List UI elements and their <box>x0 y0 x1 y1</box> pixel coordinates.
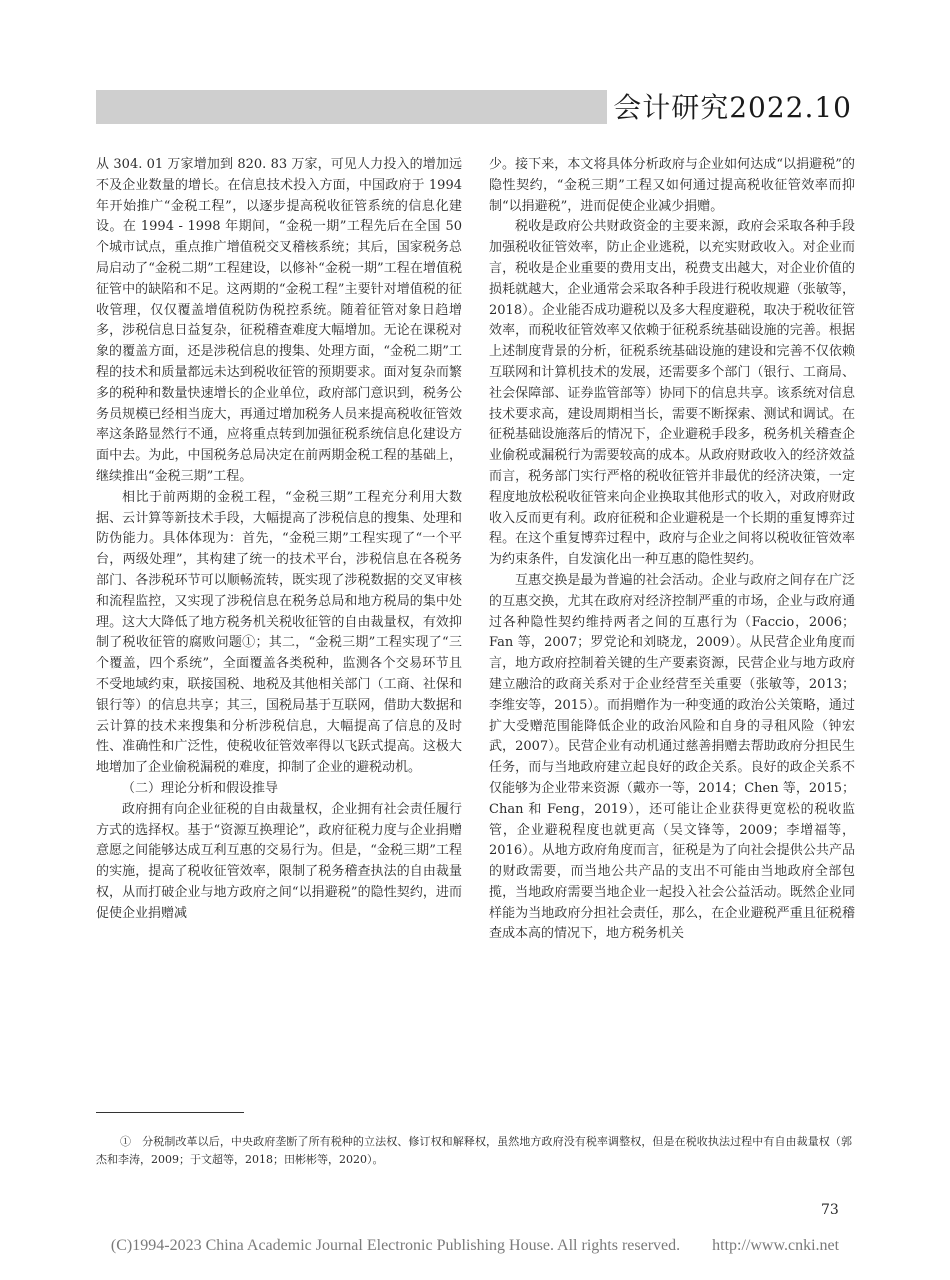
footnote: ① 分税制改革以后，中央政府垄断了所有税种的立法权、修订权和解释权，虽然地方政府没有税率调整权，但是在税收执法过程中有自由裁量权（郭杰和李涛，2009；于文超等，2018；田彬彬等，2020）。 <box>96 1135 852 1166</box>
page-number: 73 <box>821 1202 839 1218</box>
footnote-divider <box>96 1112 244 1113</box>
section-subheading: （二）理论分析和假设推导 <box>122 780 279 796</box>
body-paragraph: 从 304. 01 万家增加到 820. 83 万家，可见人力投入的增加远不及企业数量的增长。在信息技术投入方面，中国政府于 1994 年开始推广“金税工程”，以逐步提高税收征管系统的信息化建设。在 1994 - 1998 年期间，“金税一期”工程先后在全国 50 个城市试点，重点推广增值税交叉稽核系统；其后，国家税务总局启动了“金税二期”工程建设，以修补“金税一期”工程在增值税征管中的缺陷和不足。这两期的“金税工程”主要针对增值税的征收管理，仅仅覆盖增值税防伪税控系统。随着征管对象日趋增多，涉税信息日益复杂，征税稽查难度大幅增加。无论在课税对象的覆盖方面，还是涉税信息的搜集、处理方面，“金税二期”工程的技术和质量都远未达到税收征管的预期要求。面对复杂而繁多的税种和数量快速增长的企业单位，政府部门意识到，税务公务员规模已经相当庞大，再通过增加税务人员来提高税收征管效率这条路显然行不通，应将重点转到加强征税系统信息化建设方面中去。为此，中国税务总局决定在前两期金税工程的基础上，继续推出“金税三期”工程。 <box>96 157 462 484</box>
body-paragraph: 相比于前两期的金税工程，“金税三期”工程充分利用大数据、云计算等新技术手段，大幅提高了涉税信息的搜集、处理和防伪能力。具体体现为：首先，“金税三期”工程实现了“一个平台，两级处理”，其构建了统一的技术平台，涉税信息在各税务部门、各涉税环节可以顺畅流转，既实现了涉税数据的交叉审核和流程监控，又实现了涉税信息在税务总局和地方税局的集中处理。这大大降低了地方税务机关税收征管的自由裁量权，有效抑制了税收征管的腐败问题①；其二，“金税三期”工程实现了“三个覆盖，四个系统”，全面覆盖各类税种，监测各个交易环节且不受地域约束，联接国税、地税及其他相关部门（工商、社保和银行等）的信息共享；其三，国税局基于互联网，借助大数据和云计算的技术来搜集和分析涉税信息，大幅提高了信息的及时性、准确性和广泛性，使税收征管效率得以飞跃式提高。这极大地增加了企业偷税漏税的难度，抑制了企业的避税动机。 <box>96 489 462 776</box>
copyright-notice: (C)1994-2023 China Academic Journal Electronic Publishing House. All rights reserved. http://www.cnki.net <box>110 1237 840 1254</box>
body-paragraph: 政府拥有向企业征税的自由裁量权，企业拥有社会责任履行方式的选择权。基于“资源互换理论”，政府征税力度与企业捐赠意愿之间能够达成互利互惠的交易行为。但是，“金税三期”工程的实施，提高了税收征管效率，限制了税务稽查执法的自由裁量权，从而打破企业与地方政府之间“以捐避税”的隐性契约，进而促使企业捐赠减 <box>96 801 462 921</box>
right-column <box>489 155 855 945</box>
journal-title: 会计研究2022.10 <box>607 88 852 128</box>
body-paragraph: 税收是政府公共财政资金的主要来源，政府会采取各种手段加强税收征管效率，防止企业逃税，以充实财政收入。对企业而言，税收是企业重要的费用支出，税费支出越大，对企业价值的损耗就越大，企业通常会采取各种手段进行税收规避（张敏等，2018）。企业能否成功避税以及多大程度避税，取决于税收征管效率，而税收征管效率又依赖于征税系统基础设施的完善。根据上述制度背景的分析，征税系统基础设施的建设和完善不仅依赖互联网和计算机技术的发展，还需要多个部门（银行、工商局、社会保障部、证券监管部等）协同下的信息共享。该系统对信息技术要求高，建设周期相当长，需要不断探索、测试和调试。在征税基础设施落后的情况下，企业避税手段多，税务机关稽查企业偷税或漏税行为需要较高的成本。从政府财政收入的经济效益而言，税务部门实行严格的税收征管并非最优的经济决策，一定程度地放松税收征管来向企业换取其他形式的收入，对政府财政收入反而更有利。政府征税和企业避税是一个长期的重复博弈过程。在这个重复博弈过程中，政府与企业之间将以税收征管效率为约束条件，自发演化出一种互惠的隐性契约。 <box>489 219 855 568</box>
body-paragraph: 互惠交换是最为普遍的社会活动。企业与政府之间存在广泛的互惠交换，尤其在政府对经济控制严重的市场，企业与政府通过各种隐性契约维持两者之间的互惠行为（Faccio，2006；Fan 等，2007；罗党论和刘晓龙，2009）。从民营企业角度而言，地方政府控制着关键的生产要素资源，民营企业与地方政府建立融洽的政商关系对于企业经营至关重要（张敏等，2013；李维安等，2015）。而捐赠作为一种变通的政治公关策略，通过扩大受赠范围能降低企业的政治风险和自身的寻租风险（钟宏武，2007）。民营企业有动机通过慈善捐赠去帮助政府分担民生任务，而与当地政府建立起良好的政企关系。良好的政企关系不仅能够为企业带来资源（戴亦一等，2014；Chen 等，2015；Chan 和 Feng，2019），还可能让企业获得更宽松的税收监管，企业避税程度也就更高（吴文锋等，2009；李增福等，2016）。从地方政府角度而言，征税是为了向社会提供公共产品的财政需要，而当地公共产品的支出不可能由当地政府全部包揽，当地政府需要当地企业一起投入社会公益活动。既然企业同样能为当地政府分担社会责任，那么，在企业避税严重且征税稽查成本高的情况下，地方税务机关 <box>489 572 855 942</box>
left-column <box>96 155 462 924</box>
body-paragraph: 少。接下来，本文将具体分析政府与企业如何达成“以捐避税”的隐性契约，“金税三期”工程又如何通过提高税收征管效率而抑制“以捐避税”，进而促使企业减少捐赠。 <box>489 157 855 214</box>
